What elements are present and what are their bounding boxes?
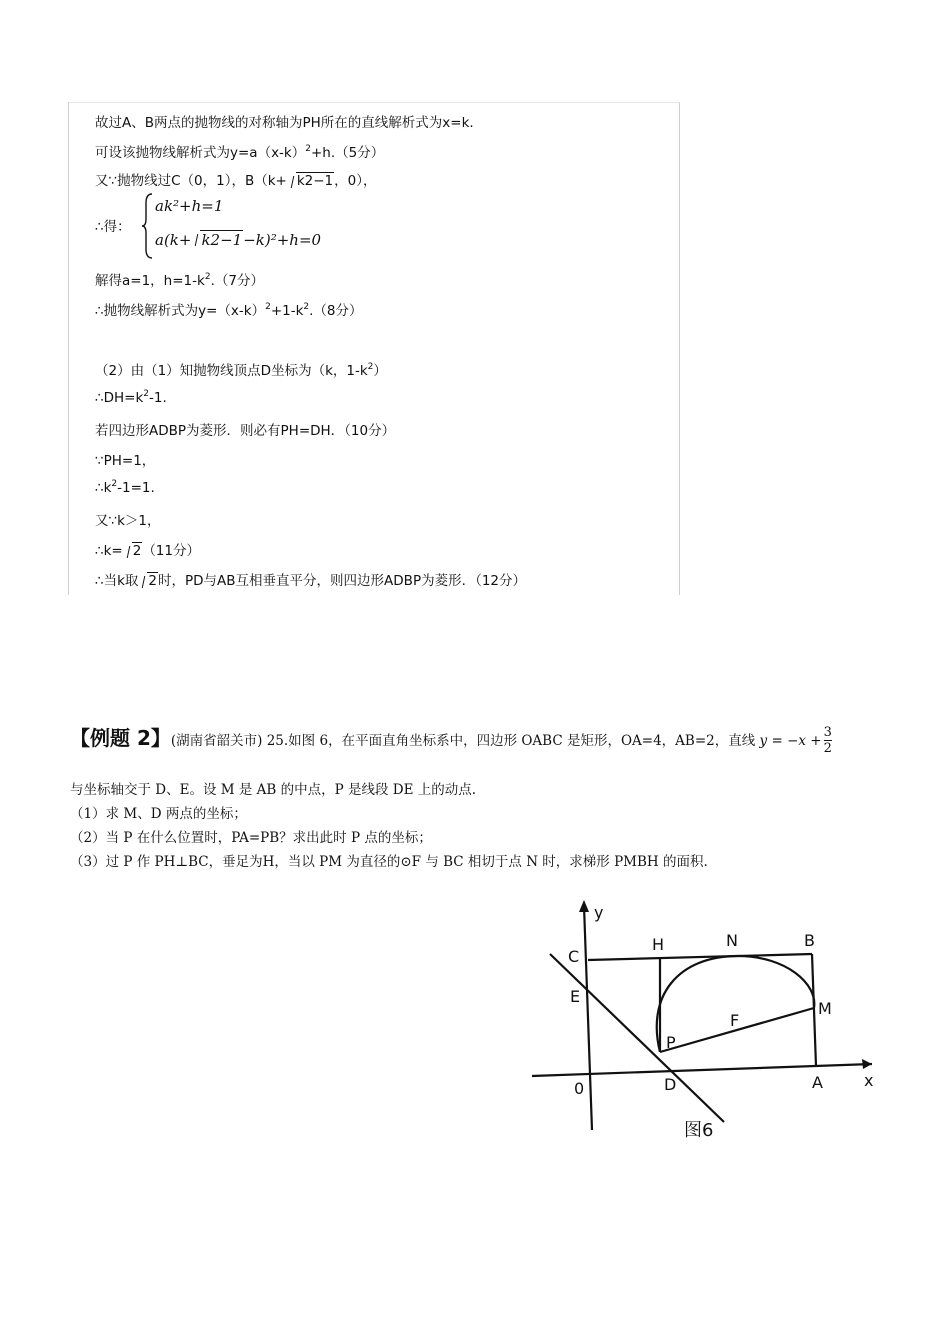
solution-line-7 (95, 359, 387, 379)
label-M: M (818, 999, 832, 1018)
question-3: （3）过 P 作 PH⊥BC，垂足为H，当以 PM 为直径的⊙F 与 BC 相切于点 N 时，求梯形 PMBH 的面积. (70, 854, 708, 870)
example-source: (湖南省韶关市) 25.如图 6，在平面直角坐标系中，四边形 OABC 是矩形，OA=4，AB=2，直线 (170, 733, 760, 749)
solution-text: （11分） (142, 543, 200, 559)
label-O: 0 (574, 1079, 585, 1098)
equation-part: −k)²+h=0 (243, 231, 322, 249)
question-2: （2）当 P 在什么位置时，PA=PB？求出此时 P 点的坐标； (70, 830, 432, 846)
solution-line-12 (95, 509, 161, 529)
solution-text: 又∵k＞1， (95, 513, 161, 529)
left-brace-icon (141, 191, 155, 261)
label-N: N (726, 931, 738, 950)
solution-line-13 (95, 539, 200, 559)
solution-line-14 (95, 569, 526, 589)
y-axis-arrow-icon (579, 900, 589, 912)
radicand: 2 (132, 543, 142, 559)
label-B: B (804, 931, 815, 950)
solution-text: .（8分） (309, 303, 363, 319)
solution-line-6 (95, 299, 363, 319)
solution-line-1 (95, 111, 474, 131)
y-axis (584, 906, 592, 1130)
label-P: P (666, 1033, 676, 1052)
solution-text: ∵PH=1， (95, 453, 156, 469)
figure-caption: 图6 (684, 1120, 714, 1141)
solution-text: ∴DH=k (95, 390, 144, 406)
solution-line-2 (95, 141, 384, 161)
label-A: A (812, 1073, 823, 1092)
superscript: 2 (265, 302, 271, 312)
segment-BA (812, 954, 816, 1066)
equation-1: ak²+h=1 (155, 197, 224, 215)
scanned-solution-image (68, 102, 680, 595)
circle-F-arc (657, 956, 815, 1052)
fraction-numerator: 3 (823, 725, 832, 740)
example-heading (70, 722, 832, 756)
solution-line-9 (95, 419, 395, 439)
equation-2 (155, 231, 321, 249)
solution-text: +h.（5分） (311, 145, 385, 161)
solution-line-5 (95, 269, 264, 289)
label-F: F (730, 1011, 740, 1030)
radical (124, 543, 143, 559)
line-expression: y = −x + (759, 733, 822, 749)
superscript: 2 (143, 389, 149, 399)
label-E: E (570, 987, 581, 1006)
radical (139, 573, 158, 589)
problem-statement: 与坐标轴交于 D、E。设 M 是 AB 的中点，P 是线段 DE 上的动点. (70, 782, 477, 798)
solution-line-8 (95, 389, 167, 406)
solution-line-11 (95, 479, 155, 496)
solution-text: 又∵抛物线过C（0，1），B（k+ (95, 173, 287, 189)
solution-text: ∴k= (95, 543, 123, 559)
superscript: 2 (303, 302, 310, 312)
radicand: k2−1 (201, 231, 243, 249)
solution-text: ∴k (95, 480, 112, 496)
solution-text: .（7分） (210, 273, 264, 289)
radicand: k2−1 (296, 173, 334, 189)
x-axis-arrow-icon (862, 1059, 872, 1069)
solution-text: -1=1. (117, 480, 155, 496)
solution-text: +1-k (270, 303, 304, 319)
label-H: H (652, 935, 665, 954)
question-1: （1）求 M、D 两点的坐标； (70, 806, 247, 822)
superscript: 2 (204, 272, 211, 282)
solution-text: ） (373, 363, 387, 379)
solution-text: （2）由（1）知抛物线顶点D坐标为（k，1-k (95, 363, 368, 379)
solution-text: 时，PD与AB互相垂直平分，则四边形ADBP为菱形．（12分） (158, 573, 527, 589)
equation-system (95, 191, 415, 261)
solution-line-3 (95, 169, 377, 189)
fraction-denominator: 2 (823, 741, 832, 756)
system-label: ∴得： (95, 219, 131, 235)
label-y: y (594, 903, 604, 922)
solution-text: 可设该抛物线解析式为y=a（x-k） (95, 145, 306, 161)
solution-text: ，0）， (334, 173, 377, 189)
label-D: D (664, 1075, 677, 1094)
radical (192, 231, 243, 249)
figure-6-diagram (528, 894, 888, 1150)
fraction (824, 725, 832, 756)
equation-part: a(k+ (155, 231, 192, 249)
radical (288, 173, 334, 189)
superscript: 2 (111, 479, 118, 489)
label-x: x (864, 1071, 874, 1090)
superscript: 2 (305, 144, 311, 154)
solution-text: 故过A、B两点的抛物线的对称轴为PH所在的直线解析式为x=k. (95, 115, 474, 131)
solution-text: 解得a=1，h=1-k (95, 273, 205, 289)
example-tag: 【例题 2】 (70, 726, 171, 750)
solution-line-10 (95, 449, 155, 469)
segment-CB (588, 954, 812, 960)
label-C: C (568, 947, 580, 966)
solution-text: -1. (149, 390, 167, 406)
radicand: 2 (148, 573, 158, 589)
solution-text: ∴抛物线解析式为y=（x-k） (95, 303, 266, 319)
solution-text: ∴当k取 (95, 573, 139, 589)
superscript: 2 (367, 362, 374, 372)
solution-text: 若四边形ADBP为菱形．则必有PH=DH．（10分） (95, 423, 396, 439)
